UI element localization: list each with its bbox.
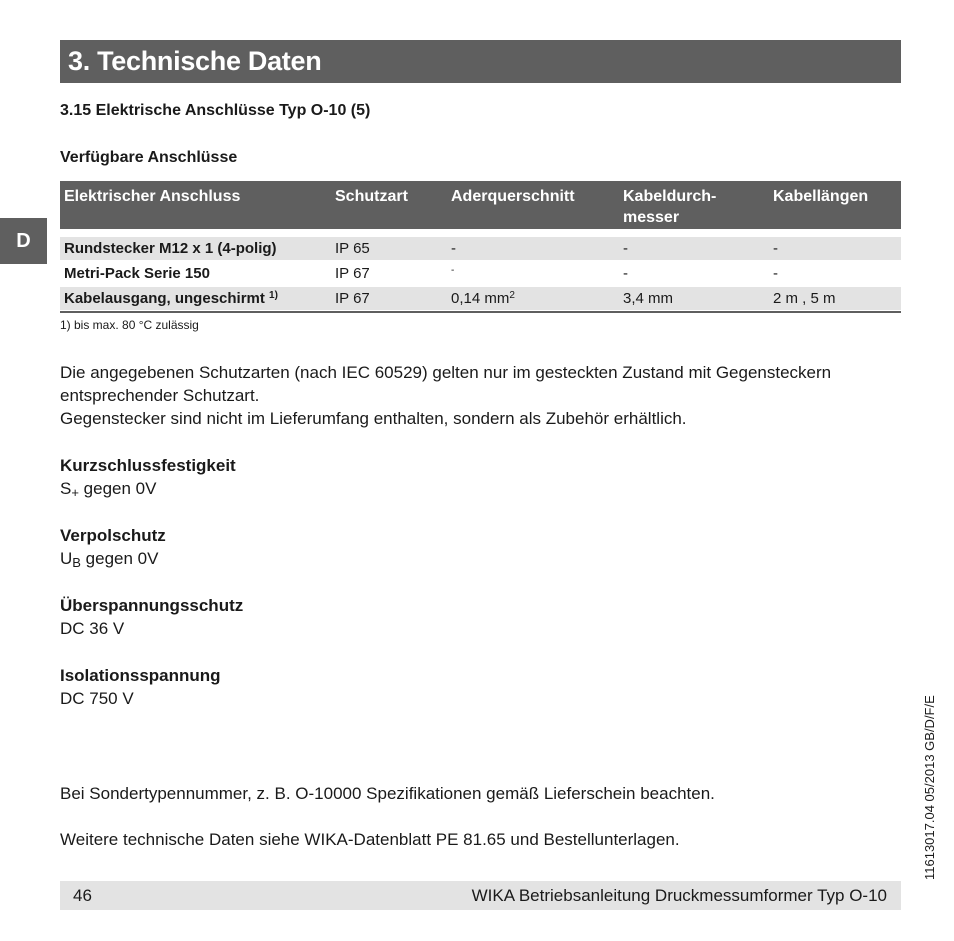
connections-heading: Verfügbare Anschlüsse <box>60 149 238 166</box>
special-note: Bei Sondertypennummer, z. B. O-10000 Spezifikationen gemäß Lieferschein beachten. <box>60 784 715 803</box>
property-value-subscript: + <box>71 485 79 500</box>
cell-laenge: - <box>773 265 778 282</box>
col-header-kabeldurchmesser-line1: Kabeldurch- <box>623 188 717 205</box>
cell-ader <box>451 290 515 308</box>
paragraph-line: Gegenstecker sind nicht im Lieferumfang enthalten, sondern als Zubehör erhältlich. <box>60 409 687 428</box>
table-bottom-rule <box>60 311 901 313</box>
cell-durchmesser: - <box>623 265 628 282</box>
table-header <box>60 181 901 229</box>
cell-schutzart: IP 65 <box>335 240 370 257</box>
cell-laenge: - <box>773 240 778 257</box>
chapter-title: 3. Technische Daten <box>60 40 901 83</box>
col-header-anschluss: Elektrischer Anschluss <box>64 188 241 205</box>
property-title: Überspannungsschutz <box>60 596 244 615</box>
cell-ader-sup: 2 <box>509 290 515 301</box>
section-heading: 3.15 Elektrische Anschlüsse Typ O-10 (5) <box>60 102 371 119</box>
cell-schutzart: IP 67 <box>335 265 370 282</box>
property-value: DC 750 V <box>60 689 134 708</box>
property-title: Kurzschlussfestigkeit <box>60 456 236 475</box>
cell-anschluss: Metri-Pack Serie 150 <box>64 265 210 282</box>
cell-ader-sup: - <box>451 265 455 276</box>
further-note: Weitere technische Daten siehe WIKA-Datenblatt PE 81.65 und Bestellunterlagen. <box>60 830 680 849</box>
cell-anschluss-text: Kabelausgang, ungeschirmt <box>64 290 265 307</box>
property-value-text: gegen 0V <box>80 549 159 568</box>
footnote-marker: 1) <box>269 290 278 301</box>
cell-anschluss: Rundstecker M12 x 1 (4-polig) <box>64 240 277 257</box>
cell-durchmesser: 3,4 mm <box>623 290 674 307</box>
cell-durchmesser: - <box>623 240 628 257</box>
col-header-aderquerschnitt: Aderquerschnitt <box>451 188 575 205</box>
cell-ader: - <box>451 240 456 257</box>
cell-anschluss <box>64 290 278 308</box>
protection-paragraph <box>60 361 910 430</box>
property-value-symbol: U <box>60 549 73 568</box>
property-value-symbol: S <box>60 479 72 498</box>
footer-title: WIKA Betriebsanleitung Druckmessumformer Typ O-10 <box>471 886 887 905</box>
col-header-schutzart: Schutzart <box>335 188 408 205</box>
property-value: DC 36 V <box>60 619 125 638</box>
property-value-subscript: B <box>72 555 81 570</box>
page-number: 46 <box>73 886 92 905</box>
page-footer <box>60 881 901 910</box>
table-row <box>60 237 901 260</box>
paragraph-line: Die angegebenen Schutzarten (nach IEC 60529) gelten nur im gesteckten Zustand mit Gegensteckern <box>60 363 832 382</box>
cell-ader-value: 0,14 mm <box>451 290 510 307</box>
table-row <box>60 262 901 285</box>
table-row <box>60 287 901 310</box>
paragraph-line: entsprechender Schutzart. <box>60 386 260 405</box>
property-value <box>60 479 156 500</box>
property-title: Isolationsspannung <box>60 666 221 685</box>
table-footnote: 1) bis max. 80 °C zulässig <box>60 318 199 332</box>
col-header-kabeldurchmesser-line2: messer <box>623 209 680 226</box>
cell-laenge: 2 m , 5 m <box>773 290 836 307</box>
col-header-kabellaengen: Kabellängen <box>773 188 869 205</box>
cell-ader <box>451 265 454 283</box>
property-value-text: gegen 0V <box>78 479 157 498</box>
property-value <box>60 549 158 570</box>
language-tab: D <box>0 218 47 264</box>
cell-schutzart: IP 67 <box>335 290 370 307</box>
document-code: 11613017.04 05/2013 GB/D/F/E <box>922 695 937 880</box>
property-title: Verpolschutz <box>60 526 166 545</box>
col-header-kabeldurchmesser <box>623 186 716 228</box>
